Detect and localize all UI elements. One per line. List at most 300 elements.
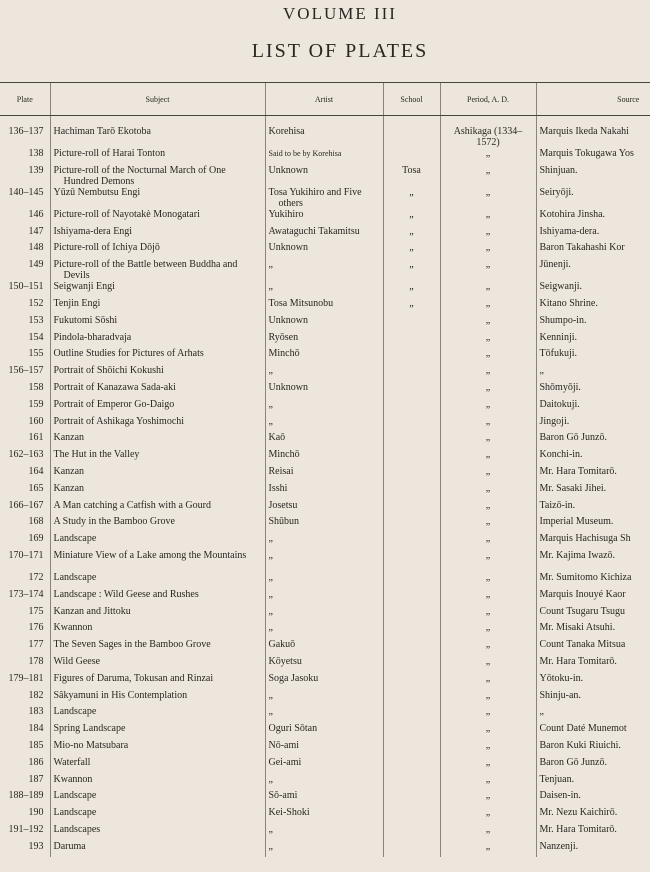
cell-subject [50,622,265,639]
cell-artist [265,572,383,589]
cell-plate: 185 [28,739,44,751]
cell-subject [50,466,265,483]
cell-source: Kitano Shrine. [536,298,650,315]
cell-period: „ [440,824,536,841]
cell-artist [265,656,383,673]
cell-subject-text: Picture-roll of the Nocturnal March of One Hundred Demons [53,164,226,187]
cell-artist-text: Unknown [268,242,308,254]
cell-plate: 178 [28,655,44,667]
cell-subject-text: Wild Geese [53,655,101,667]
cell-subject-text: Seigwanji Engi [53,281,115,293]
cell-plate: 149 [28,259,44,271]
cell-artist-text: „ [268,365,273,377]
cell-plate: 184 [28,723,44,735]
cell-artist [265,673,383,690]
cell-period: „ [440,449,536,466]
cell-subject-text: Landscape [53,533,97,545]
cell-artist [265,332,383,349]
cell-source: Count Tanaka Mitsua [536,639,650,656]
cell-source: Taizō-in. [536,500,650,517]
plates-table-container [0,82,650,872]
cell-school [383,348,440,365]
table-row [0,533,650,550]
table-row [0,449,650,466]
cell-subject-text: A Man catching a Catfish with a Gourd [53,499,211,511]
cell-subject [50,723,265,740]
cell-subject-text: Kwannon [53,773,93,785]
cell-source: Baron Gō Junzō. [536,432,650,449]
cell-artist-text: Nō-ami [268,739,300,751]
cell-artist-text: Soga Jasoku [268,672,319,684]
cell-artist-text: „ [268,588,273,600]
cell-school [383,416,440,433]
table-row [0,550,650,572]
column-header-subject: Subject [50,83,265,116]
cell-artist-text: „ [268,840,273,852]
cell-subject [50,315,265,332]
cell-subject [50,226,265,243]
table-row [0,281,650,298]
cell-artist-text: „ [268,415,273,427]
cell-artist-text: „ [268,533,273,545]
cell-subject-text: Ishiyama-dera Engi [53,225,133,237]
cell-artist [265,242,383,259]
cell-subject-text: Pindola-bharadvaja [53,331,132,343]
cell-subject-text: Portrait of Ashikaga Yoshimochi [53,415,185,427]
cell-source: Kotohira Jinsha. [536,209,650,226]
cell-source: Jingoji. [536,416,650,433]
cell-subject [50,774,265,791]
cell-period: „ [440,706,536,723]
cell-period: „ [440,841,536,858]
cell-subject [50,572,265,589]
table-row [0,298,650,315]
volume-heading: VOLUME III [283,4,397,23]
cell-period: „ [440,639,536,656]
cell-plate: 175 [28,605,44,617]
table-row [0,706,650,723]
table-row [0,740,650,757]
table-row [0,187,650,209]
cell-period: „ [440,187,536,209]
cell-artist [265,365,383,382]
cell-subject-text: Landscape [53,790,97,802]
cell-artist [265,187,383,209]
table-row [0,790,650,807]
cell-school [383,550,440,572]
cell-subject [50,382,265,399]
cell-plate: 150–151 [8,281,44,293]
cell-school: „ [383,281,440,298]
cell-subject [50,242,265,259]
cell-school [383,483,440,500]
cell-subject-text: Outline Studies for Pictures of Arhats [53,348,204,360]
cell-plate: 169 [28,533,44,545]
table-row [0,656,650,673]
cell-artist [265,466,383,483]
cell-artist-text: Oguri Sōtan [268,723,318,735]
cell-source: Mr. Misaki Atsuhi. [536,622,650,639]
cell-subject-text: Spring Landscape [53,723,126,735]
table-row [0,332,650,349]
cell-artist-text: „ [268,398,273,410]
cell-subject-text: Picture-roll of the Battle between Buddha and Devils [53,259,238,282]
cell-period: „ [440,209,536,226]
cell-subject-text: Figures of Daruma, Tokusan and Rinzai [53,672,214,684]
cell-artist-text: „ [268,823,273,835]
cell-plate: 177 [28,639,44,651]
cell-subject [50,449,265,466]
cell-subject-text: Sâkyamuni in His Contemplation [53,689,188,701]
cell-source: Marquis Tokugawa Yos [536,148,650,165]
cell-artist [265,399,383,416]
cell-period: „ [440,740,536,757]
table-row [0,690,650,707]
cell-subject [50,824,265,841]
cell-period: „ [440,416,536,433]
cell-artist-text: Shūbun [268,516,300,528]
cell-school [383,824,440,841]
cell-plate: 168 [28,516,44,528]
table-row [0,416,650,433]
cell-subject [50,259,265,281]
cell-school [383,723,440,740]
cell-plate: 188–189 [8,790,44,802]
cell-subject [50,807,265,824]
cell-artist-text: „ [268,281,273,293]
plates-table [0,82,650,857]
cell-period: „ [440,332,536,349]
cell-subject [50,550,265,572]
column-header-source: Source [536,83,650,116]
cell-plate: 159 [28,398,44,410]
cell-plate: 176 [28,622,44,634]
cell-plate: 170–171 [8,549,44,561]
cell-period: „ [440,673,536,690]
cell-school [383,774,440,791]
cell-period: „ [440,483,536,500]
cell-plate: 147 [28,225,44,237]
cell-source: Mr. Kajima Iwazō. [536,550,650,572]
table-row [0,757,650,774]
cell-period: „ [440,315,536,332]
cell-source: Shumpo-in. [536,315,650,332]
cell-artist-text: Minchō [268,348,300,360]
table-row [0,774,650,791]
cell-plate: 164 [28,465,44,477]
table-row [0,116,650,149]
cell-artist-text: Isshi [268,482,288,494]
table-row [0,148,650,165]
cell-source: „ [536,706,650,723]
cell-subject [50,416,265,433]
cell-period: „ [440,690,536,707]
cell-artist-text: Ryōsen [268,331,299,343]
cell-subject-text: Picture-roll of Ichiya Dōjō [53,242,160,254]
cell-plate: 158 [28,381,44,393]
cell-artist [265,315,383,332]
cell-period: „ [440,365,536,382]
table-row [0,483,650,500]
cell-subject-text: Waterfall [53,756,91,768]
cell-plate: 140–145 [8,186,44,198]
cell-artist [265,432,383,449]
cell-plate: 161 [28,432,44,444]
cell-source: Mr. Sumitomo Kichiza [536,572,650,589]
cell-artist-text: Kaō [268,432,286,444]
cell-period: „ [440,550,536,572]
cell-plate: 156–157 [8,365,44,377]
cell-source: Mr. Hara Tomitarō. [536,466,650,483]
table-row [0,589,650,606]
cell-artist-text: Unknown [268,164,308,176]
cell-artist-text: Korehisa [268,126,305,137]
cell-source: Marquis Inouyé Kaor [536,589,650,606]
cell-artist [265,348,383,365]
cell-period: „ [440,606,536,623]
cell-artist [265,116,383,149]
cell-period: Ashikaga (1334–1572) [440,116,536,149]
cell-school [383,315,440,332]
cell-source: Tōfukuji. [536,348,650,365]
cell-source: Kenninji. [536,332,650,349]
cell-source: Seiryōji. [536,187,650,209]
cell-source: Baron Takahashi Kor [536,242,650,259]
cell-period: „ [440,622,536,639]
cell-artist [265,824,383,841]
cell-plate: 187 [28,773,44,785]
cell-subject-text: Kanzan and Jittoku [53,605,131,617]
cell-subject [50,690,265,707]
cell-artist-text: „ [268,773,273,785]
cell-artist-text: Unknown [268,314,308,326]
cell-period: „ [440,382,536,399]
cell-artist [265,639,383,656]
cell-source: Nanzenji. [536,841,650,858]
table-row [0,824,650,841]
cell-artist-text: Reisai [268,465,294,477]
cell-period: „ [440,589,536,606]
cell-subject [50,589,265,606]
cell-artist [265,841,383,858]
cell-artist [265,706,383,723]
cell-plate: 160 [28,415,44,427]
cell-plate: 154 [28,331,44,343]
cell-artist-text: Josetsu [268,499,298,511]
cell-plate: 152 [28,297,44,309]
cell-school [383,606,440,623]
cell-school [383,690,440,707]
cell-artist [265,209,383,226]
table-row [0,807,650,824]
cell-subject [50,639,265,656]
cell-artist [265,516,383,533]
cell-artist [265,774,383,791]
cell-subject-text: Picture-roll of Nayotakè Monogatari [53,208,200,220]
cell-school [383,432,440,449]
cell-subject-text: Kanzan [53,465,85,477]
cell-period: „ [440,165,536,187]
cell-subject-text: Yūzū Nembutsu Engi [53,186,141,198]
cell-subject [50,116,265,149]
cell-subject-text: Mio-no Matsubara [53,739,129,751]
cell-plate: 193 [28,840,44,852]
cell-subject [50,790,265,807]
cell-artist [265,148,383,165]
cell-subject-text: Landscape [53,807,97,819]
cell-subject-text: Landscapes [53,823,101,835]
cell-subject [50,148,265,165]
cell-subject-text: Landscape : Wild Geese and Rushes [53,588,199,600]
cell-period: „ [440,774,536,791]
table-row [0,606,650,623]
cell-source: Seigwanji. [536,281,650,298]
cell-period: „ [440,432,536,449]
cell-source: Jūnenji. [536,259,650,281]
cell-plate: 155 [28,348,44,360]
cell-subject [50,656,265,673]
cell-plate: 183 [28,706,44,718]
column-header-school: School [383,83,440,116]
cell-artist [265,382,383,399]
cell-subject [50,298,265,315]
cell-plate: 136–137 [8,126,44,137]
cell-subject-text: The Seven Sages in the Bamboo Grove [53,639,211,651]
cell-subject-text: The Hut in the Valley [53,449,140,461]
cell-subject [50,209,265,226]
table-row [0,315,650,332]
cell-subject-text: Kanzan [53,432,85,444]
cell-period: „ [440,533,536,550]
cell-artist-text: „ [268,549,273,561]
cell-school: Tosa [383,165,440,187]
table-row [0,226,650,243]
column-header-plate: Plate [0,83,50,116]
table-row [0,673,650,690]
cell-artist-text: Tosa Mitsunobu [268,297,334,309]
cell-artist-text: „ [268,622,273,634]
cell-subject-text: Portrait of Emperor Go-Daigo [53,398,175,410]
cell-plate: 138 [28,148,44,159]
cell-school [383,533,440,550]
cell-school [383,148,440,165]
table-row [0,572,650,589]
cell-period: „ [440,259,536,281]
cell-source: Mr. Hara Tomitarō. [536,656,650,673]
cell-source: Imperial Museum. [536,516,650,533]
cell-school [383,841,440,858]
cell-source: Shōmyōji. [536,382,650,399]
cell-source: Mr. Sasaki Jihei. [536,483,650,500]
table-row [0,399,650,416]
cell-subject [50,165,265,187]
cell-school [383,332,440,349]
cell-school [383,382,440,399]
cell-artist [265,500,383,517]
cell-artist-text: Unknown [268,381,308,393]
cell-school [383,790,440,807]
cell-school [383,673,440,690]
column-header-artist: Artist [265,83,383,116]
cell-artist [265,589,383,606]
cell-artist [265,416,383,433]
table-row [0,466,650,483]
cell-period: „ [440,500,536,517]
cell-artist-text: „ [268,259,273,271]
cell-artist [265,533,383,550]
table-row [0,432,650,449]
cell-source: Yōtoku-in. [536,673,650,690]
cell-subject [50,533,265,550]
cell-source: Daitokuji. [536,399,650,416]
cell-source: Count Tsugaru Tsugu [536,606,650,623]
cell-period: „ [440,466,536,483]
cell-period: „ [440,516,536,533]
cell-artist [265,550,383,572]
cell-period: „ [440,399,536,416]
plates-table-body [0,116,650,858]
cell-source: Tenjuan. [536,774,650,791]
cell-period: „ [440,572,536,589]
cell-source: Shinju-an. [536,690,650,707]
cell-subject-text: Kanzan [53,482,85,494]
table-row [0,382,650,399]
cell-subject [50,399,265,416]
cell-artist [265,690,383,707]
cell-source: Ishiyama-dera. [536,226,650,243]
cell-school [383,656,440,673]
cell-school [383,399,440,416]
cell-artist-text: Tosa Yukihiro and Five others [268,186,362,209]
cell-artist [265,165,383,187]
cell-period: „ [440,656,536,673]
cell-artist [265,790,383,807]
table-header-row [0,83,650,116]
cell-subject-text: Fukutomi Sōshi [53,314,118,326]
cell-artist-text: „ [268,571,273,583]
cell-source: Shinjuan. [536,165,650,187]
cell-school [383,516,440,533]
cell-artist [265,622,383,639]
table-row [0,516,650,533]
cell-subject-text: Landscape [53,571,97,583]
cell-artist-text: Said to be by Korehisa [268,149,342,158]
cell-subject-text: Picture-roll of Harai Tonton [53,148,166,159]
cell-subject-text: Miniature View of a Lake among the Mountains [53,549,247,561]
cell-subject [50,757,265,774]
table-row [0,165,650,187]
cell-subject-text: Daruma [53,840,86,852]
cell-artist [265,606,383,623]
table-row [0,841,650,858]
cell-period: „ [440,757,536,774]
cell-artist-text: Kei-Shoki [268,807,310,819]
cell-school [383,116,440,149]
cell-artist [265,483,383,500]
cell-plate: 162–163 [8,449,44,461]
cell-period: „ [440,790,536,807]
cell-subject-text: Portrait of Shōichi Kokushi [53,365,164,377]
cell-subject [50,281,265,298]
cell-subject-text: A Study in the Bamboo Grove [53,516,175,528]
cell-plate: 182 [28,689,44,701]
cell-source: Baron Kuki Riuichi. [536,740,650,757]
cell-school [383,500,440,517]
cell-artist-text: Gakuō [268,639,296,651]
cell-artist-text: „ [268,689,273,701]
cell-subject [50,432,265,449]
cell-plate: 173–174 [8,588,44,600]
